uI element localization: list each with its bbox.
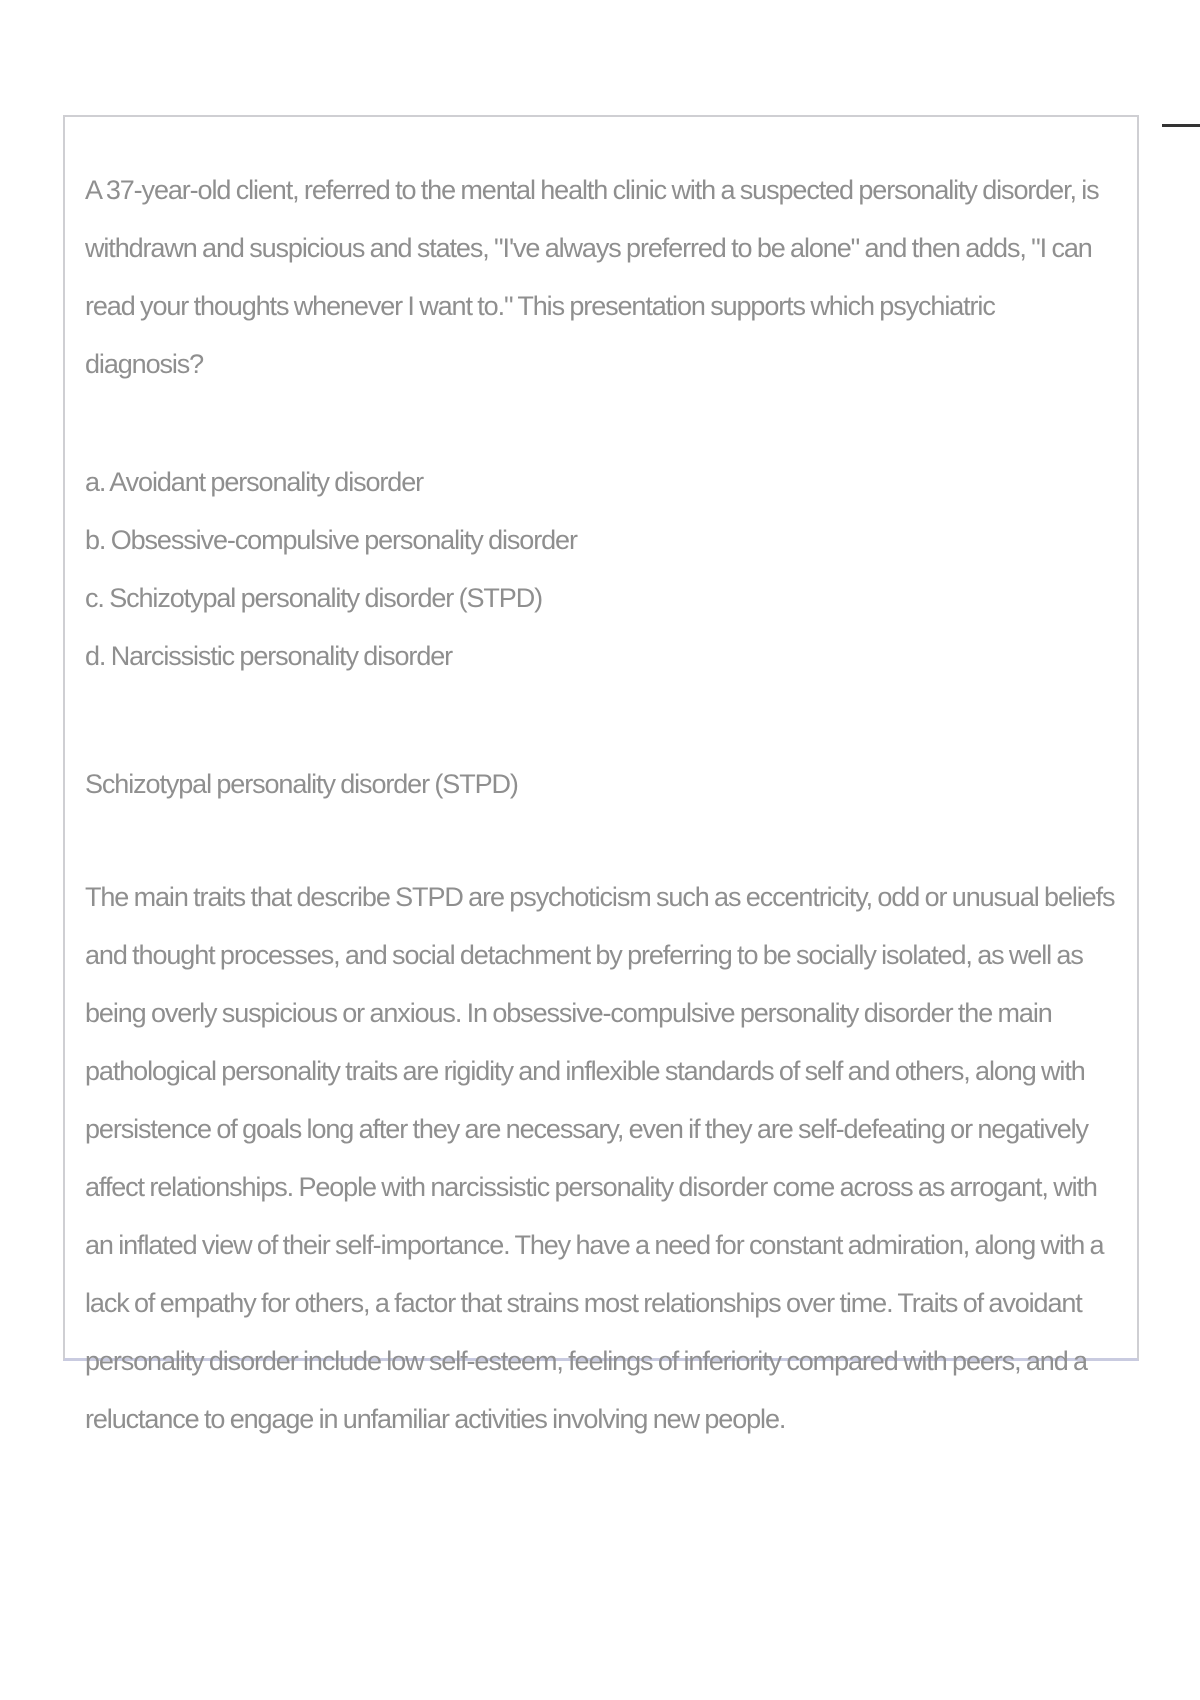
edge-divider xyxy=(1162,124,1200,127)
answer-options-list xyxy=(85,453,1117,685)
correct-answer: Schizotypal personality disorder (STPD) xyxy=(85,769,518,799)
option-c[interactable]: c. Schizotypal personality disorder (STPD) xyxy=(85,583,542,613)
option-d[interactable]: d. Narcissistic personality disorder xyxy=(85,641,453,671)
rationale-text: The main traits that describe STPD are psychoticism such as eccentricity, odd or unusual beliefs and thought processes, and social detachment by preferring to be socially isolated, as well as being overly suspicious or anxious. In obsessive-compulsive personality disorder the main pathological personality traits are rigidity and inflexible standards of self and others, along with persistence of goals long after they are necessary, even if they are self-defeating or negatively affect relationships. People with narcissistic personality disorder come across as arrogant, with an inflated view of their self-importance. They have a need for constant admiration, along with a lack of empathy for others, a factor that strains most relationships over time. Traits of avoidant personality disorder include low self-esteem, feelings of inferiority compared with peers, and a reluctance to engage in unfamiliar activities involving new people. xyxy=(85,882,1115,1434)
option-b[interactable]: b. Obsessive-compulsive personality disorder xyxy=(85,525,577,555)
question-card xyxy=(63,115,1139,1434)
option-a[interactable]: a. Avoidant personality disorder xyxy=(85,467,424,497)
question-text: A 37-year-old client, referred to the mental health clinic with a suspected personality disorder, is withdrawn and suspicious and states, "I've always preferred to be alone" and then adds, "I can read your thoughts whenever I want to." This presentation supports which psychiatric diagnosis? xyxy=(85,175,1099,379)
